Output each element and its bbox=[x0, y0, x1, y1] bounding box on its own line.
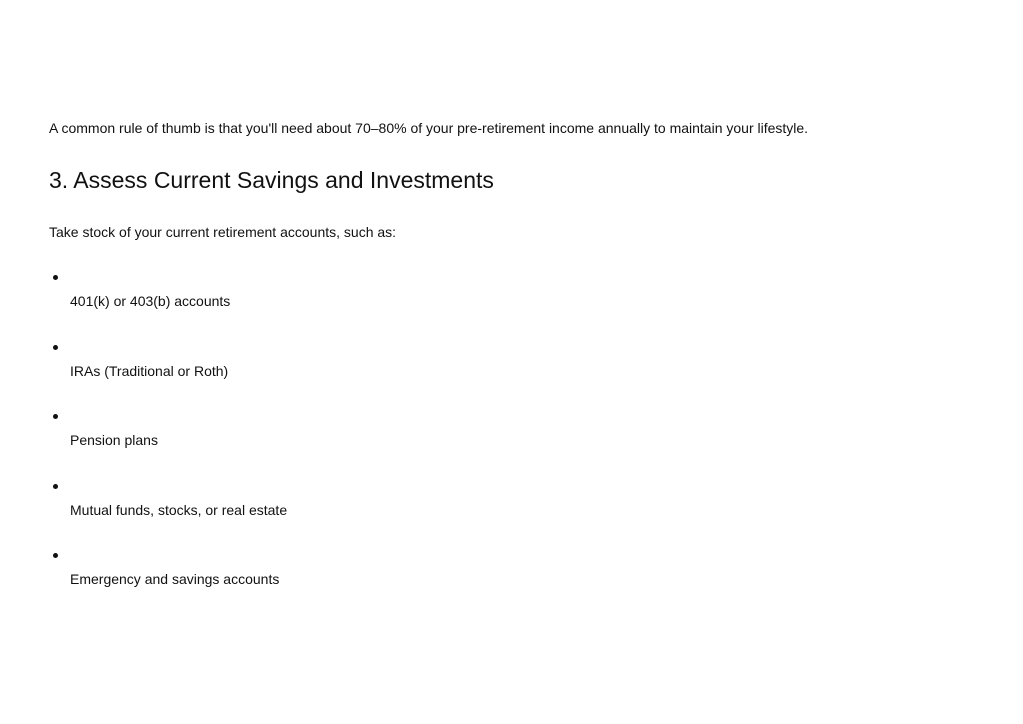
list-item-label: Mutual funds, stocks, or real estate bbox=[70, 501, 288, 518]
bullet-icon bbox=[53, 553, 58, 558]
bullet-icon bbox=[53, 414, 58, 419]
list-item-label: Pension plans bbox=[70, 432, 158, 448]
bullet-icon bbox=[53, 275, 58, 280]
intro-paragraph: Take stock of your current retirement accounts, such as: bbox=[49, 224, 397, 240]
bullet-icon bbox=[53, 484, 58, 489]
list-item-label: 401(k) or 403(b) accounts bbox=[70, 293, 231, 309]
rule-of-thumb-paragraph: A common rule of thumb is that you'll need about 70–80% of your pre-retirement income annually to maintain your lifestyle. bbox=[49, 120, 809, 136]
section-heading: 3. Assess Current Savings and Investments bbox=[49, 167, 494, 193]
bullet-icon bbox=[53, 345, 58, 350]
list-item-label: IRAs (Traditional or Roth) bbox=[70, 362, 229, 379]
list-item-label: Emergency and savings accounts bbox=[70, 571, 280, 587]
